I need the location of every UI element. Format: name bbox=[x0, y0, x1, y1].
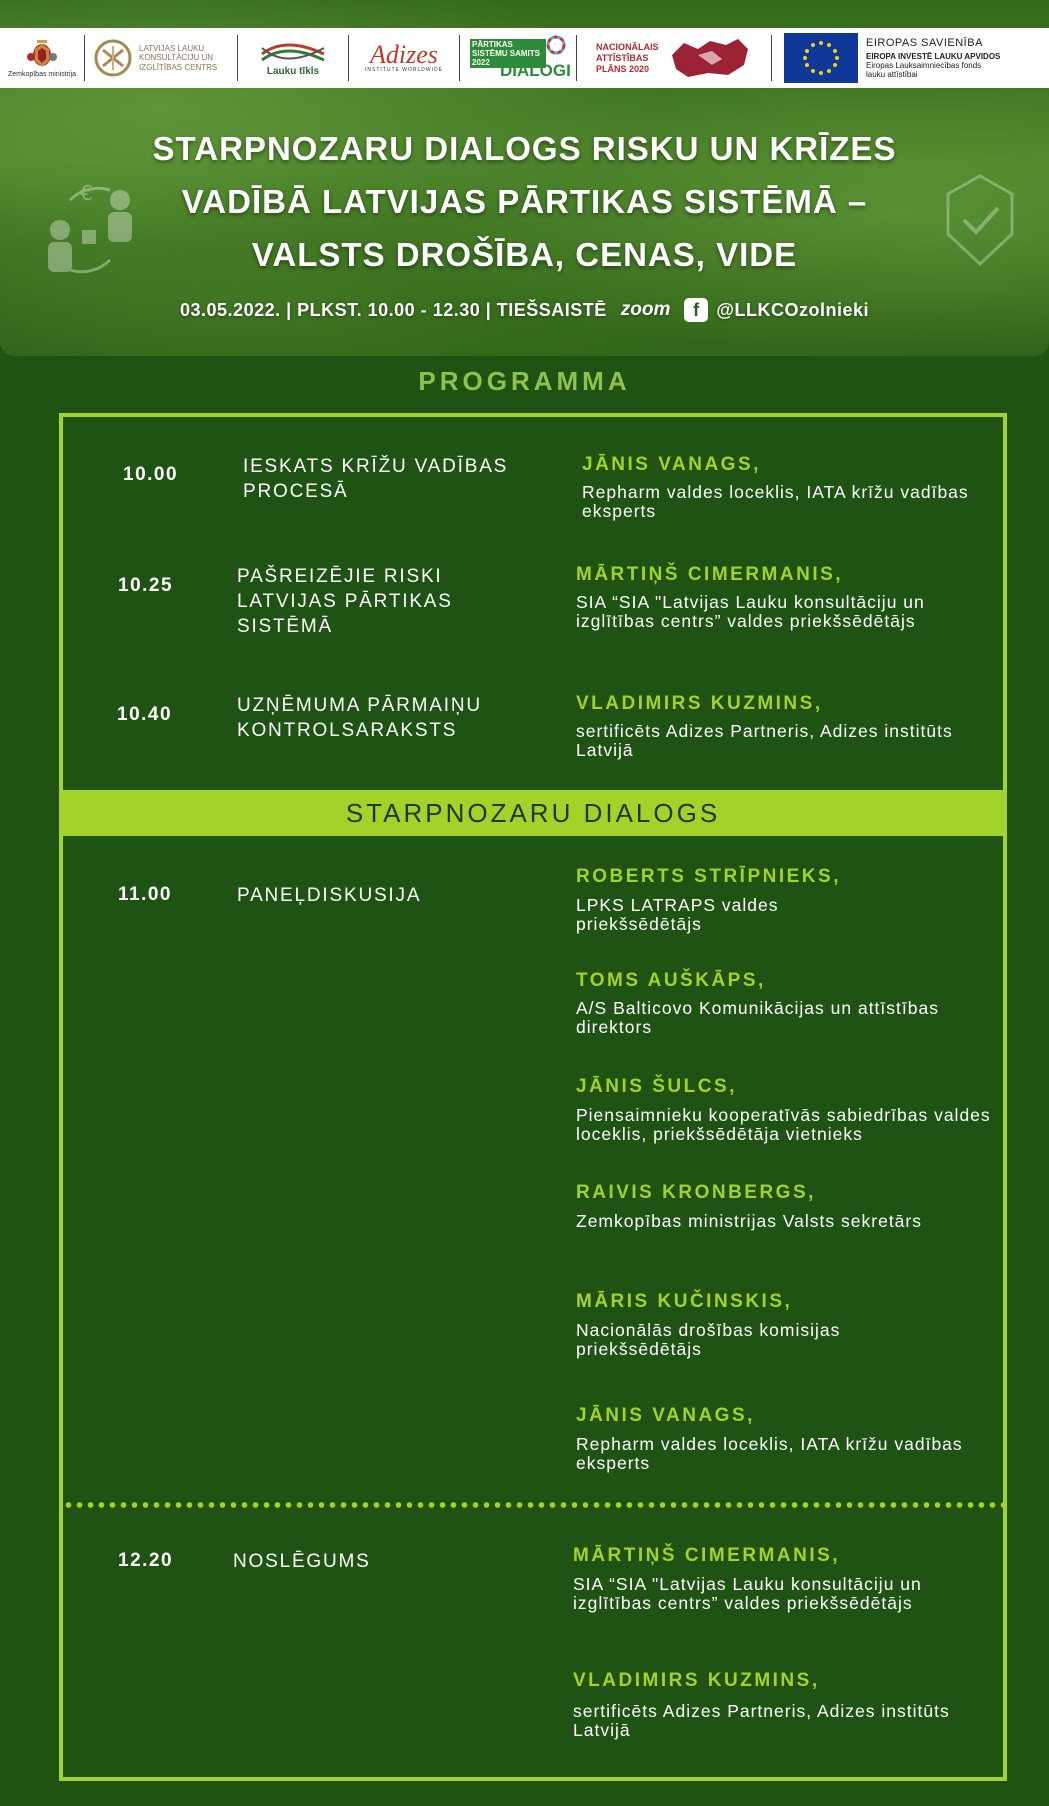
agenda-time: 11.00 bbox=[118, 884, 172, 905]
speaker-name: MĀRTIŅŠ CIMERMANIS, bbox=[576, 564, 844, 585]
eu-line3: lauku attīstībai bbox=[866, 70, 918, 79]
speaker-role: sertificēts Adizes Partneris, Adizes institūts Latvijā bbox=[573, 1701, 950, 1740]
speaker-name: JĀNIS VANAGS, bbox=[582, 454, 761, 475]
speaker-role: LPKS LATRAPS valdes priekšsēdētājs bbox=[576, 895, 779, 934]
speaker-name: MĀRIS KUČINSKIS, bbox=[576, 1291, 793, 1312]
dotted-divider bbox=[63, 1502, 1003, 1508]
nap-text: NACIONĀLAIS ATTĪSTĪBAS PLĀNS 2020 bbox=[596, 41, 659, 74]
eu-flag-icon bbox=[784, 33, 858, 83]
event-title bbox=[0, 122, 1049, 281]
speaker-name: TOMS AUŠKĀPS, bbox=[576, 970, 766, 991]
zm-caption: Zemkopības ministrija bbox=[7, 70, 77, 78]
agenda-time: 10.00 bbox=[123, 464, 179, 485]
event-date-time: 03.05.2022. | PLKST. 10.00 - 12.30 | TIEŠSAISTĒ bbox=[180, 299, 607, 320]
eu-line1: EIROPA INVESTĒ LAUKU APVIDOS bbox=[866, 52, 1001, 61]
adizes-wordmark: Adizes bbox=[370, 40, 438, 69]
llkc-text: LATVIJAS LAUKU KONSULTĀCIJU UN IZGLĪTĪBAS CENTRS bbox=[139, 43, 218, 72]
speaker-name: MĀRTIŅŠ CIMERMANIS, bbox=[573, 1545, 841, 1566]
agenda-topic: IESKATS KRĪŽU VADĪBAS PROCESĀ bbox=[243, 456, 509, 502]
dialogi-top-text: PĀRTIKAS SISTĒMU SAMITS 2022 bbox=[470, 39, 546, 68]
coat-of-arms-icon bbox=[25, 37, 59, 71]
speaker-name: VLADIMIRS KUZMINS, bbox=[576, 693, 823, 714]
speaker-name: JĀNIS ŠULCS, bbox=[576, 1076, 737, 1097]
agenda-topic: PAŠREIZĒJIE RISKI LATVIJAS PĀRTIKAS SISTĒMĀ bbox=[237, 566, 453, 637]
lauku-tikls-text: Lauku tīkls bbox=[266, 65, 320, 77]
speaker-role: Piensaimnieku kooperatīvās sabiedrības valdes loceklis, priekšsēdētāja vietnieks bbox=[576, 1105, 991, 1144]
agenda-topic: NOSLĒGUMS bbox=[233, 1551, 371, 1572]
agenda-topic: UZŅĒMUMA PĀRMAIŅU KONTROLSARAKSTS bbox=[237, 695, 482, 741]
speaker-role: sertificēts Adizes Partneris, Adizes institūts Latvijā bbox=[576, 721, 953, 760]
agenda-time: 10.25 bbox=[118, 575, 174, 596]
svg-text:€: € bbox=[80, 181, 93, 205]
zoom-logo: zoom bbox=[620, 299, 671, 320]
eu-line2: Eiropas Lauksaimniecības fonds bbox=[866, 61, 982, 70]
speaker-name: JĀNIS VANAGS, bbox=[576, 1405, 755, 1426]
speaker-role: SIA “SIA "Latvijas Lauku konsultāciju un izglītības centrs” valdes priekšsēdētājs bbox=[573, 1574, 922, 1613]
event-info bbox=[0, 298, 1049, 322]
eu-title: EIROPAS SAVIENĪBA bbox=[866, 37, 983, 49]
speaker-role: Repharm valdes loceklis, IATA krīžu vadības eksperts bbox=[576, 1434, 963, 1473]
event-title-line-1: STARPNOZARU DIALOGS RISKU UN KRĪZES bbox=[152, 130, 897, 167]
llkc-emblem-icon bbox=[93, 38, 133, 78]
lauku-tikls-logo bbox=[238, 28, 348, 88]
hero-banner bbox=[0, 0, 1049, 356]
event-title-line-2: VADĪBĀ LATVIJAS PĀRTIKAS SISTĒMĀ – bbox=[181, 183, 868, 220]
agenda-topic: PANEĻDISKUSIJA bbox=[237, 885, 422, 906]
dialogi-logo bbox=[460, 28, 576, 88]
section-band-title: STARPNOZARU DIALOGS bbox=[59, 790, 1007, 836]
lauku-tikls-waves-icon bbox=[258, 40, 328, 66]
llkc-logo bbox=[85, 28, 237, 88]
facebook-icon: f bbox=[684, 298, 708, 322]
speaker-role: A/S Balticovo Komunikācijas un attīstības direktors bbox=[576, 998, 939, 1037]
event-title-line-3: VALSTS DROŠĪBA, CENAS, VIDE bbox=[251, 236, 798, 273]
adizes-logo bbox=[349, 28, 459, 88]
speaker-role: Repharm valdes loceklis, IATA krīžu vadības eksperts bbox=[582, 482, 969, 521]
speaker-name: VLADIMIRS KUZMINS, bbox=[573, 1670, 820, 1691]
speaker-name: RAIVIS KRONBERGS, bbox=[576, 1182, 816, 1203]
eu-logo bbox=[772, 28, 1022, 88]
logo-bar bbox=[0, 28, 1049, 88]
speaker-name: ROBERTS STRĪPNIEKS, bbox=[576, 866, 841, 887]
adizes-subtitle: INSTITUTE WORLDWIDE bbox=[365, 67, 443, 73]
facebook-handle[interactable]: @LLKCOzolnieki bbox=[716, 299, 869, 320]
nap-logo bbox=[577, 28, 771, 88]
agenda-time: 10.40 bbox=[117, 704, 173, 725]
zm-logo bbox=[0, 28, 84, 88]
agenda-time: 12.20 bbox=[118, 1550, 174, 1571]
speaker-role: Nacionālās drošības komisijas priekšsēdētājs bbox=[576, 1320, 841, 1359]
programma-title: PROGRAMMA bbox=[418, 366, 631, 396]
speaker-role: Zemkopības ministrijas Valsts sekretārs bbox=[576, 1211, 922, 1231]
sdg-wheel-icon bbox=[546, 35, 566, 55]
speaker-role: SIA “SIA "Latvijas Lauku konsultāciju un izglītības centrs” valdes priekšsēdētājs bbox=[576, 592, 925, 631]
latvia-map-icon bbox=[668, 35, 752, 81]
dialogi-main-text: DIALOGI bbox=[500, 61, 571, 80]
